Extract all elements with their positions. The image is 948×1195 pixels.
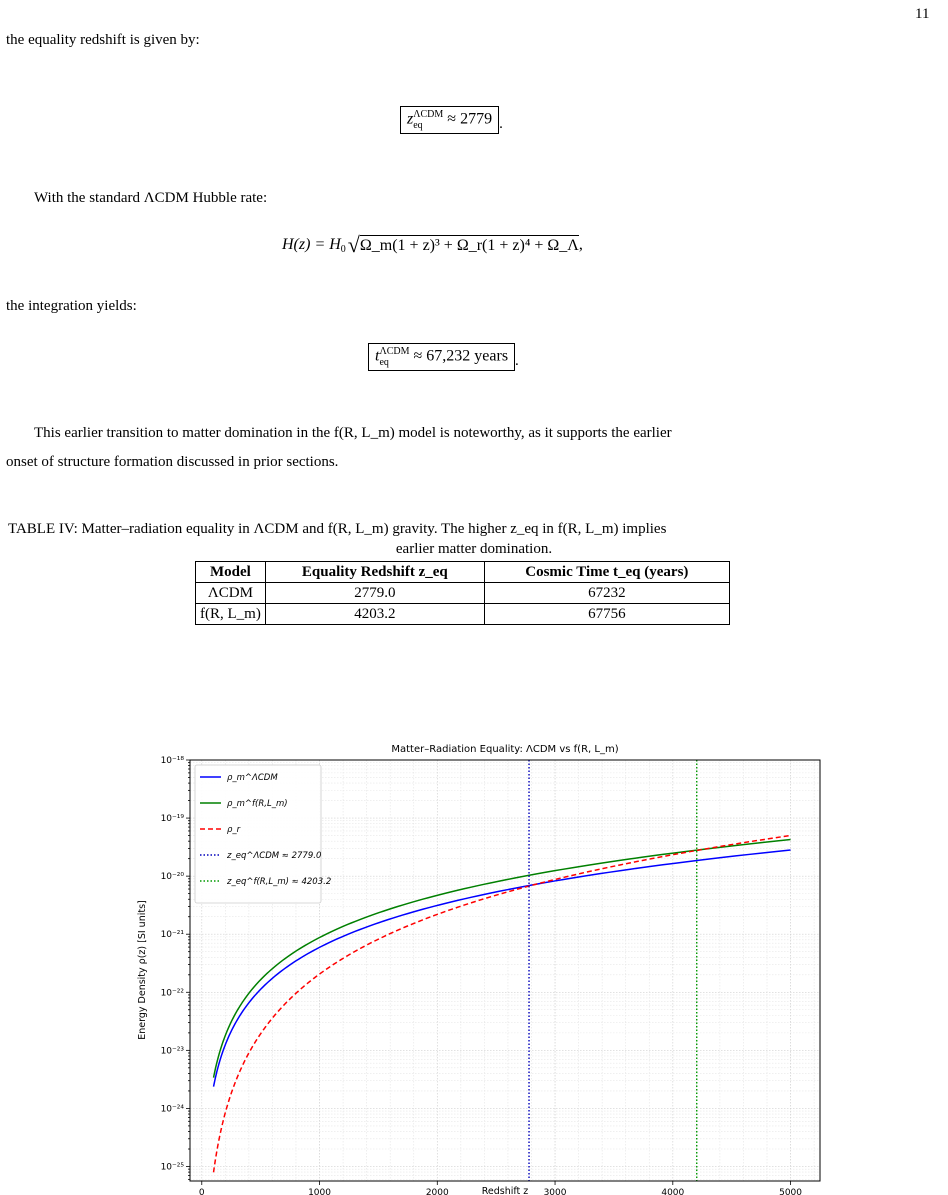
table-row bbox=[196, 604, 730, 625]
equality-redshift-equation bbox=[400, 106, 503, 134]
legend-label: ρ_r bbox=[227, 825, 241, 835]
x-tick-label: 5000 bbox=[779, 1188, 803, 1195]
legend-label: ρ_m^ΛCDM bbox=[227, 773, 278, 783]
intro-text: the equality redshift is given by: bbox=[6, 32, 200, 48]
legend-label: ρ_m^f(R,L_m) bbox=[227, 799, 288, 809]
y-tick-label: 10⁻²² bbox=[160, 988, 184, 999]
x-tick-label: 4000 bbox=[661, 1188, 685, 1195]
paragraph-line-2: onset of structure formation discussed in prior sections. bbox=[6, 454, 339, 470]
y-tick-label: 10⁻¹⁹ bbox=[160, 814, 184, 825]
equation-box-2 bbox=[368, 343, 515, 371]
y-tick-label: 10⁻¹⁸ bbox=[160, 756, 184, 766]
y-axis-label: Energy Density ρ(z) [SI units] bbox=[137, 900, 148, 1040]
equation-box bbox=[400, 106, 499, 134]
x-axis-label: Redshift z bbox=[481, 1186, 529, 1195]
cell-redshift: 2779.0 bbox=[265, 583, 484, 604]
y-tick-label: 10⁻²³ bbox=[160, 1046, 184, 1057]
table-header-row bbox=[196, 562, 730, 583]
cell-model: f(R, L_m) bbox=[196, 604, 266, 625]
eq2-sub: eq bbox=[379, 357, 389, 368]
equality-time-equation bbox=[368, 343, 519, 371]
header-redshift: Equality Redshift z_eq bbox=[265, 562, 484, 583]
standard-hubble-text: With the standard ΛCDM Hubble rate: bbox=[34, 190, 268, 206]
eq-rhs: ≈ 2779 bbox=[447, 110, 493, 128]
chart-title: Matter–Radiation Equality: ΛCDM vs f(R, L_m) bbox=[391, 744, 619, 755]
cell-redshift: 4203.2 bbox=[265, 604, 484, 625]
x-tick-label: 3000 bbox=[543, 1188, 567, 1195]
header-model: Model bbox=[196, 562, 266, 583]
eq2-sup: ΛCDM bbox=[379, 346, 410, 357]
y-tick-label: 10⁻²⁴ bbox=[160, 1104, 184, 1115]
table-caption-line-1: TABLE IV: Matter–radiation equality in ΛCDM and f(R, L_m) gravity. The higher z_eq in f(R, L_m) implies bbox=[8, 521, 667, 537]
eq2-symbol: t bbox=[375, 347, 380, 365]
eq-symbol: z bbox=[407, 110, 414, 128]
cell-model: ΛCDM bbox=[196, 583, 266, 604]
page-number: 11 bbox=[915, 6, 930, 22]
eq-sub: eq bbox=[413, 120, 423, 131]
integration-text: the integration yields: bbox=[6, 298, 137, 314]
chart-legend bbox=[195, 765, 331, 903]
eq2-rhs: ≈ 67,232 years bbox=[413, 347, 509, 365]
eq-sup: ΛCDM bbox=[413, 109, 444, 120]
cell-time: 67232 bbox=[484, 583, 729, 604]
hubble-lhs: H(z) = H bbox=[282, 236, 341, 253]
hubble-trail: , bbox=[578, 236, 583, 253]
hubble-radicand: Ω_m(1 + z)³ + Ω_r(1 + z)⁴ + Ω_Λ bbox=[359, 237, 579, 254]
eq-trail: . bbox=[499, 116, 503, 132]
cell-time: 67756 bbox=[484, 604, 729, 625]
table-caption-line-2: earlier matter domination. bbox=[395, 541, 553, 557]
x-tick-label: 1000 bbox=[308, 1188, 331, 1195]
x-tick-label: 0 bbox=[198, 1188, 205, 1195]
sqrt-sign: √ bbox=[347, 232, 360, 257]
legend-label: z_eq^ΛCDM ≈ 2779.0 bbox=[227, 851, 322, 861]
y-tick-label: 10⁻²¹ bbox=[160, 930, 184, 941]
paragraph-line-1: This earlier transition to matter domination in the f(R, L_m) model is noteworthy, as it supports the earlier bbox=[34, 425, 672, 441]
y-tick-label: 10⁻²⁵ bbox=[160, 1162, 184, 1173]
x-tick-label: 2000 bbox=[425, 1188, 449, 1195]
table-row bbox=[196, 583, 730, 604]
hubble-rate-equation bbox=[282, 232, 583, 258]
y-tick-label: 10⁻²⁰ bbox=[160, 872, 184, 883]
y-axis-ticks bbox=[161, 756, 190, 1179]
eq2-trail: . bbox=[515, 353, 519, 369]
legend-label: z_eq^f(R,L_m) ≈ 4203.2 bbox=[227, 877, 332, 887]
header-time: Cosmic Time t_eq (years) bbox=[484, 562, 729, 583]
equality-table bbox=[195, 561, 730, 625]
hubble-sub: 0 bbox=[340, 243, 346, 255]
equality-chart bbox=[0, 730, 948, 1195]
